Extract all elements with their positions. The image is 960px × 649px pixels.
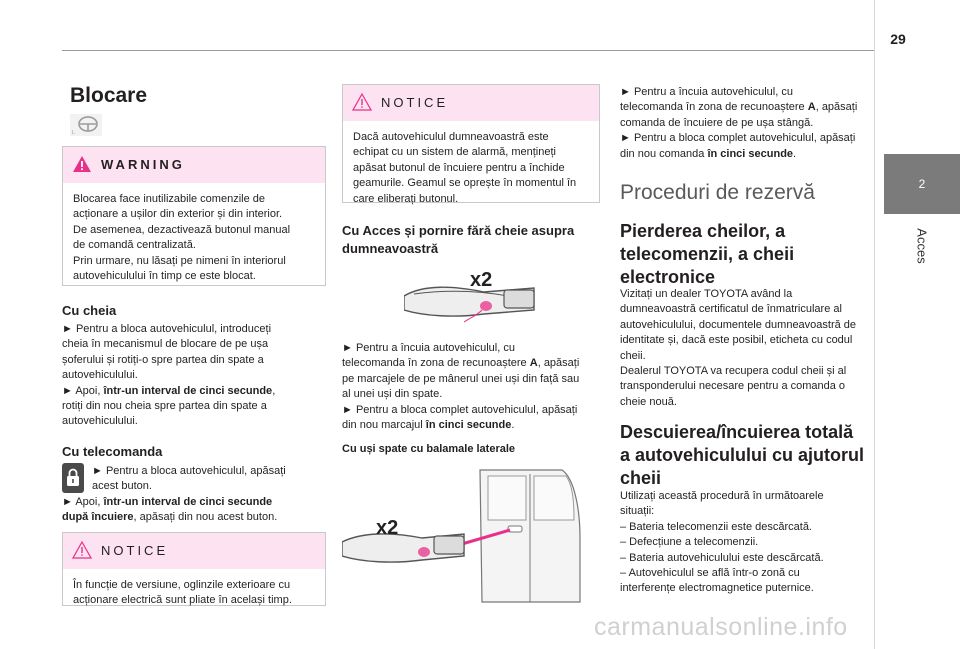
text-line: pe marcajele de pe mânerul unei uși din față sau: [342, 372, 580, 385]
text-line: autovehiculului.: [62, 415, 138, 428]
notice-line: În funcție de versiune, oglinzile exterioare cu: [73, 579, 291, 591]
warning-icon: [72, 155, 92, 173]
heading-descuierea: [620, 421, 864, 490]
text-span: , apăsați: [537, 357, 580, 370]
text-line: Vizitați un dealer TOYOTA având la: [620, 288, 793, 300]
bold-span: în cinci secunde: [707, 147, 794, 160]
notice-icon: [352, 93, 372, 111]
text-line: [62, 384, 328, 399]
notice-line: apăsat butonul de încuiere pentru a închide: [353, 161, 565, 174]
heading-line: cheii: [620, 468, 662, 488]
text-line: transponderului necesare pentru a comanda o: [620, 380, 846, 393]
text-line: [62, 495, 328, 510]
cu-telecomanda-text: [62, 464, 328, 526]
text-line: cheie nouă.: [620, 395, 677, 408]
tab-separator: [874, 0, 875, 649]
warning-header: [63, 147, 325, 183]
bold-span: în cinci secunde: [425, 419, 512, 432]
text-span: telecomanda în zona de recunoaștere: [620, 101, 808, 114]
text-line: comanda de încuiere de pe ușa stângă.: [620, 116, 814, 129]
page-number: 29: [890, 31, 906, 47]
heading-line: a autovehiculului cu ajutorul: [620, 445, 865, 465]
text-line: autovehiculului.: [62, 369, 138, 382]
cu-cheia-text: [62, 322, 328, 430]
bold-span: după încuiere: [62, 511, 134, 524]
warning-line: de comandă centralizată.: [73, 239, 196, 252]
text-line: rotiți din nou cheia spre partea din spate a: [62, 400, 267, 413]
text-span: din nou marcajul: [342, 419, 426, 432]
text-line: [342, 418, 604, 433]
warning-line: Blocarea face inutilizabile comenzile de: [73, 193, 265, 205]
notice-title: NOTICE: [381, 95, 449, 110]
warning-box: [62, 146, 326, 286]
heading-line: Cu Acces și pornire fără cheie asupra: [342, 223, 575, 238]
list-item: – Bateria telecomenzii este descărcată.: [620, 520, 812, 533]
notice-line: acționare electrică sunt pliate în același timp.: [73, 594, 292, 607]
text-line: ► Pentru a bloca autovehiculul, apăsați: [92, 465, 286, 477]
warning-line: De asemenea, dezactivează butonul manual: [73, 223, 291, 236]
bold-span: A: [529, 357, 538, 370]
text-span: telecomanda în zona de recunoaștere: [342, 357, 530, 370]
warning-line: autovehiculului în timp ce este blocat.: [73, 270, 256, 283]
heading-line: dumneavoastră: [342, 241, 439, 256]
notice-line: Dacă autovehiculul dumneavoastră este: [353, 131, 549, 143]
list-item: – Defecțiune a telecomenzii.: [620, 536, 759, 549]
notice-body: [343, 121, 599, 215]
warning-title: WARNING: [101, 157, 185, 172]
text-line: situații:: [620, 505, 655, 518]
text-span: .: [793, 147, 797, 160]
section-title-proceduri: Proceduri de rezervă: [620, 181, 815, 204]
usa-stanga-text: [620, 85, 874, 162]
text-line: identitate și, dacă este posibil, eticheta cu codul: [620, 334, 853, 347]
text-line: dumneavoastră certificatul de înmatriculare al: [620, 303, 842, 316]
text-line: Utilizați această procedură în următoarele: [620, 490, 824, 502]
warning-line: acționare a ușilor din exterior și din interior.: [73, 208, 283, 221]
list-item: – Bateria autovehiculului este descărcată.: [620, 551, 824, 564]
steering-wheel-icon: [70, 114, 102, 136]
heading-pierderea-cheilor: [620, 220, 794, 289]
watermark: carmanualsonline.info: [594, 613, 848, 641]
x2-label: x2: [470, 269, 493, 291]
rear-doors-heading: Cu uși spate cu balamale laterale: [342, 443, 516, 455]
text-span: din nou comanda: [620, 147, 708, 160]
warning-body: [63, 183, 325, 292]
section-title-blocare: Blocare: [70, 84, 148, 107]
svg-text:L: L: [72, 130, 75, 136]
text-line: ► Pentru a bloca complet autovehiculul, apăsați: [620, 132, 856, 145]
notice-line: echipat cu un sistem de alarmă, mențineți: [353, 146, 556, 159]
door-handle-illustration: [404, 266, 540, 328]
descuierea-text: [620, 489, 874, 597]
rear-door-illustration: [342, 468, 582, 604]
text-line: ► Pentru a bloca complet autovehiculul, apăsați: [342, 403, 578, 416]
text-line: autovehiculului, documentele dumneavoastră de: [620, 318, 857, 331]
bold-span: într-un interval de cinci secunde: [103, 495, 273, 508]
notice-header: [343, 85, 599, 121]
acces-fara-cheie-text: [342, 341, 604, 433]
text-span: ► Apoi,: [62, 384, 104, 397]
text-line: [620, 100, 874, 115]
text-line: ► Pentru a încuia autovehiculul, cu: [620, 86, 793, 98]
heading-cu-cheia: Cu cheia: [62, 303, 117, 318]
heading-line: electronice: [620, 267, 716, 287]
text-line: [342, 356, 604, 371]
text-span: ,: [272, 384, 276, 397]
text-span: , apăsați: [815, 101, 858, 114]
text-line: interferențe electromagnetice puternice.: [620, 582, 814, 595]
text-line: cheii.: [620, 349, 646, 362]
x2-label: x2: [376, 517, 399, 539]
heading-acces-fara-cheie: [342, 222, 574, 258]
text-line: Dealerul TOYOTA va recupera codul cheii și al: [620, 365, 847, 378]
text-line: al unei uși din spate.: [342, 388, 443, 401]
notice-icon: [72, 541, 92, 559]
heading-line: telecomenzii, a cheii: [620, 244, 795, 264]
notice-box-2: [342, 84, 600, 203]
text-line: ► Pentru a bloca autovehiculul, introduceți: [62, 323, 272, 335]
header-rule: [62, 50, 874, 51]
chapter-tab-label: Acces: [914, 228, 930, 264]
heading-line: Descuierea/încuierea totală: [620, 422, 854, 442]
text-line: ► Pentru a încuia autovehiculul, cu: [342, 342, 515, 354]
text-line: acest buton.: [92, 480, 152, 493]
bold-span: într-un interval de cinci secunde: [103, 384, 273, 397]
text-line: cheia în mecanismul de blocare de pe ușa: [62, 338, 269, 351]
text-line: [620, 147, 874, 162]
heading-cu-telecomanda: Cu telecomanda: [62, 444, 163, 459]
text-line: șoferului și rotiți-o spre partea din spate a: [62, 353, 264, 366]
text-span: , apăsați din nou acest buton.: [133, 511, 278, 524]
chapter-tab-label-wrap: [887, 216, 957, 276]
heading-line: Pierderea cheilor, a: [620, 221, 786, 241]
pierderea-text: [620, 287, 874, 410]
notice-line: geamurile. Geamul se oprește în momentul în: [353, 177, 577, 190]
bold-span: A: [807, 101, 816, 114]
list-item: – Autovehiculul se află într-o zonă cu: [620, 567, 800, 580]
notice-line: care eliberați butonul.: [353, 192, 459, 205]
warning-line: Prin urmare, nu lăsați pe nimeni în interiorul: [73, 254, 286, 267]
text-span: ► Apoi,: [62, 495, 104, 508]
notice-body: [63, 569, 325, 617]
notice-title: NOTICE: [101, 543, 169, 558]
text-span: .: [511, 419, 515, 432]
text-line: [62, 510, 328, 525]
notice-header: [63, 533, 325, 569]
notice-box-1: [62, 532, 326, 606]
chapter-tab[interactable]: 2: [884, 154, 960, 214]
